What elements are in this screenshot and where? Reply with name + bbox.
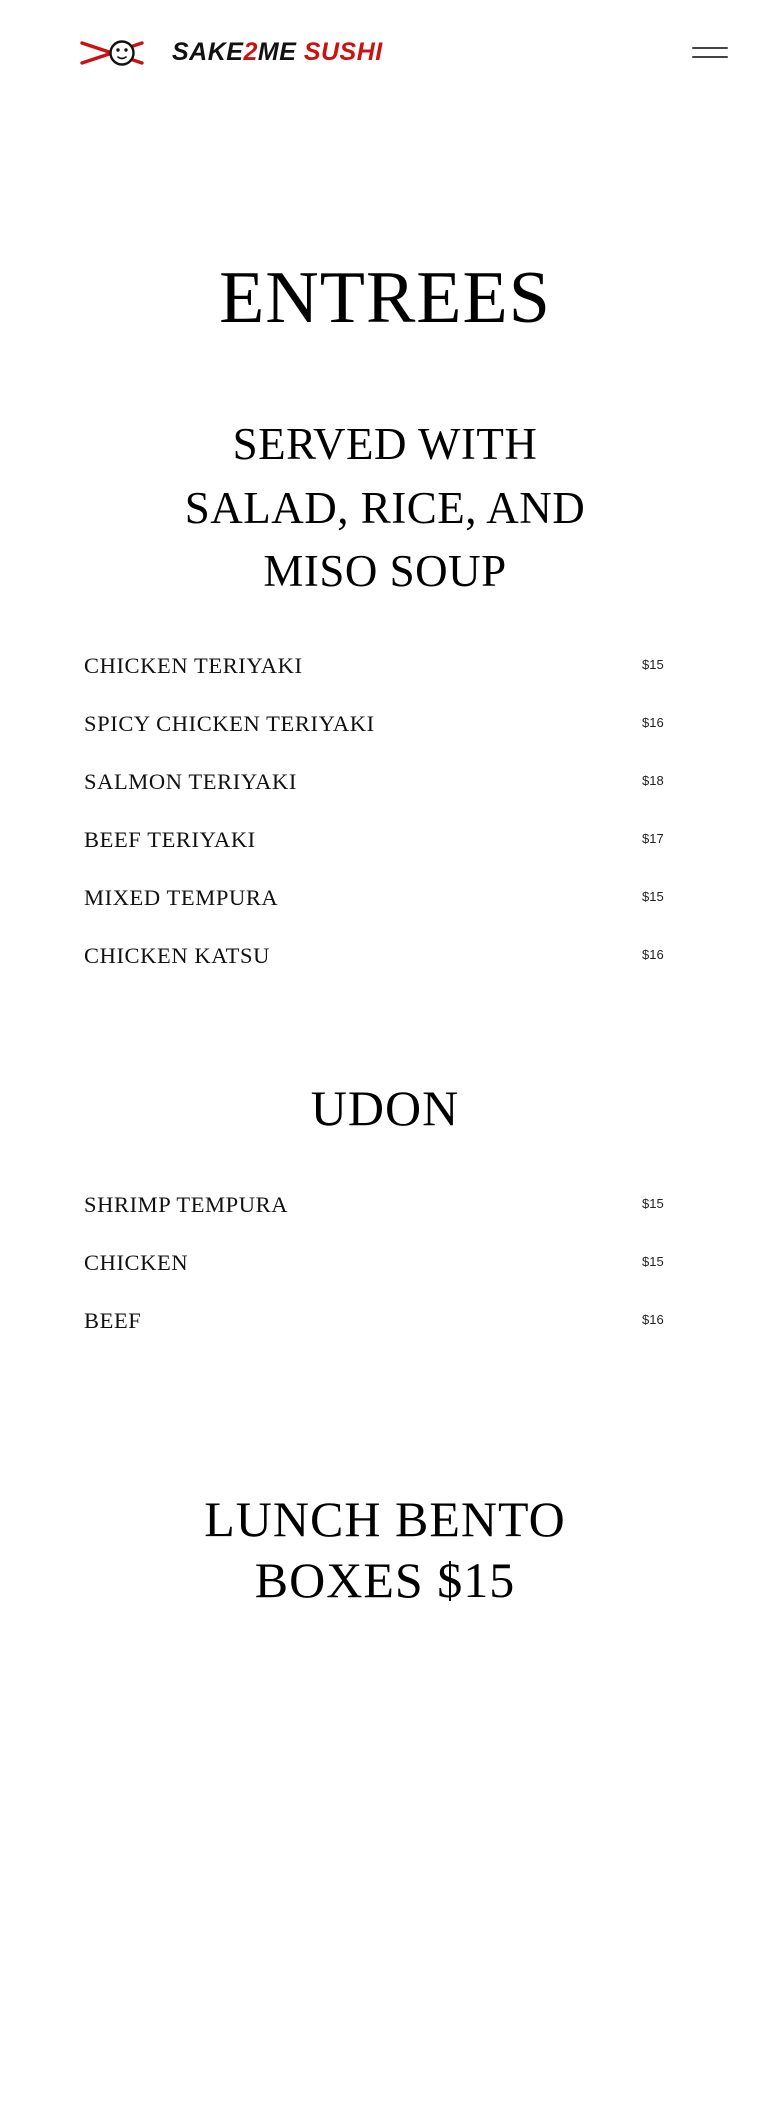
list-item <box>80 942 690 969</box>
item-name: MIXED TEMPURA <box>84 885 279 911</box>
brand-wordmark <box>172 40 383 65</box>
list-item <box>80 710 690 737</box>
item-name: CHICKEN TERIYAKI <box>84 653 303 679</box>
item-price: $17 <box>642 831 664 847</box>
page-title: ENTREES <box>219 257 551 339</box>
item-name: CHICKEN <box>84 1250 189 1276</box>
brand-logo[interactable] <box>78 36 383 70</box>
list-item <box>80 1307 690 1334</box>
udon-item-list <box>80 1191 690 1334</box>
brand-word-two: 2 <box>243 38 258 66</box>
hamburger-bar-top <box>692 47 728 49</box>
item-price: $15 <box>642 1254 664 1270</box>
udon-section-title: UDON <box>310 1080 460 1137</box>
item-name: BEEF TERIYAKI <box>84 827 256 853</box>
crossed-chopsticks-sushi-icon <box>78 36 162 70</box>
item-price: $15 <box>642 1196 664 1212</box>
item-price: $15 <box>642 657 664 673</box>
list-item <box>80 1191 690 1218</box>
hamburger-bar-bottom <box>692 56 728 58</box>
brand-word-sushi: SUSHI <box>303 38 383 66</box>
item-price: $18 <box>642 773 664 789</box>
item-price: $16 <box>642 715 664 731</box>
item-name: CHICKEN KATSU <box>84 943 270 969</box>
item-name: SPICY CHICKEN TERIYAKI <box>84 711 375 737</box>
entrees-item-list <box>80 652 690 969</box>
list-item <box>80 652 690 679</box>
item-price: $15 <box>642 889 664 905</box>
bento-section-title: LUNCH BENTO BOXES $15 <box>204 1491 566 1609</box>
list-item <box>80 826 690 853</box>
item-name: SALMON TERIYAKI <box>84 769 297 795</box>
list-item <box>80 768 690 795</box>
brand-word-sake: SAKE <box>172 38 244 66</box>
brand-word-me: ME <box>257 38 297 66</box>
hamburger-menu-icon[interactable] <box>692 36 732 70</box>
item-price: $16 <box>642 1312 664 1328</box>
item-name: SHRIMP TEMPURA <box>84 1192 289 1218</box>
list-item <box>80 1249 690 1276</box>
site-header <box>0 0 770 105</box>
item-name: BEEF <box>84 1308 142 1334</box>
entrees-subtitle: SERVED WITH SALAD, RICE, AND MISO SOUP <box>184 418 586 597</box>
list-item <box>80 884 690 911</box>
item-price: $16 <box>642 947 664 963</box>
menu-page <box>0 257 770 1611</box>
